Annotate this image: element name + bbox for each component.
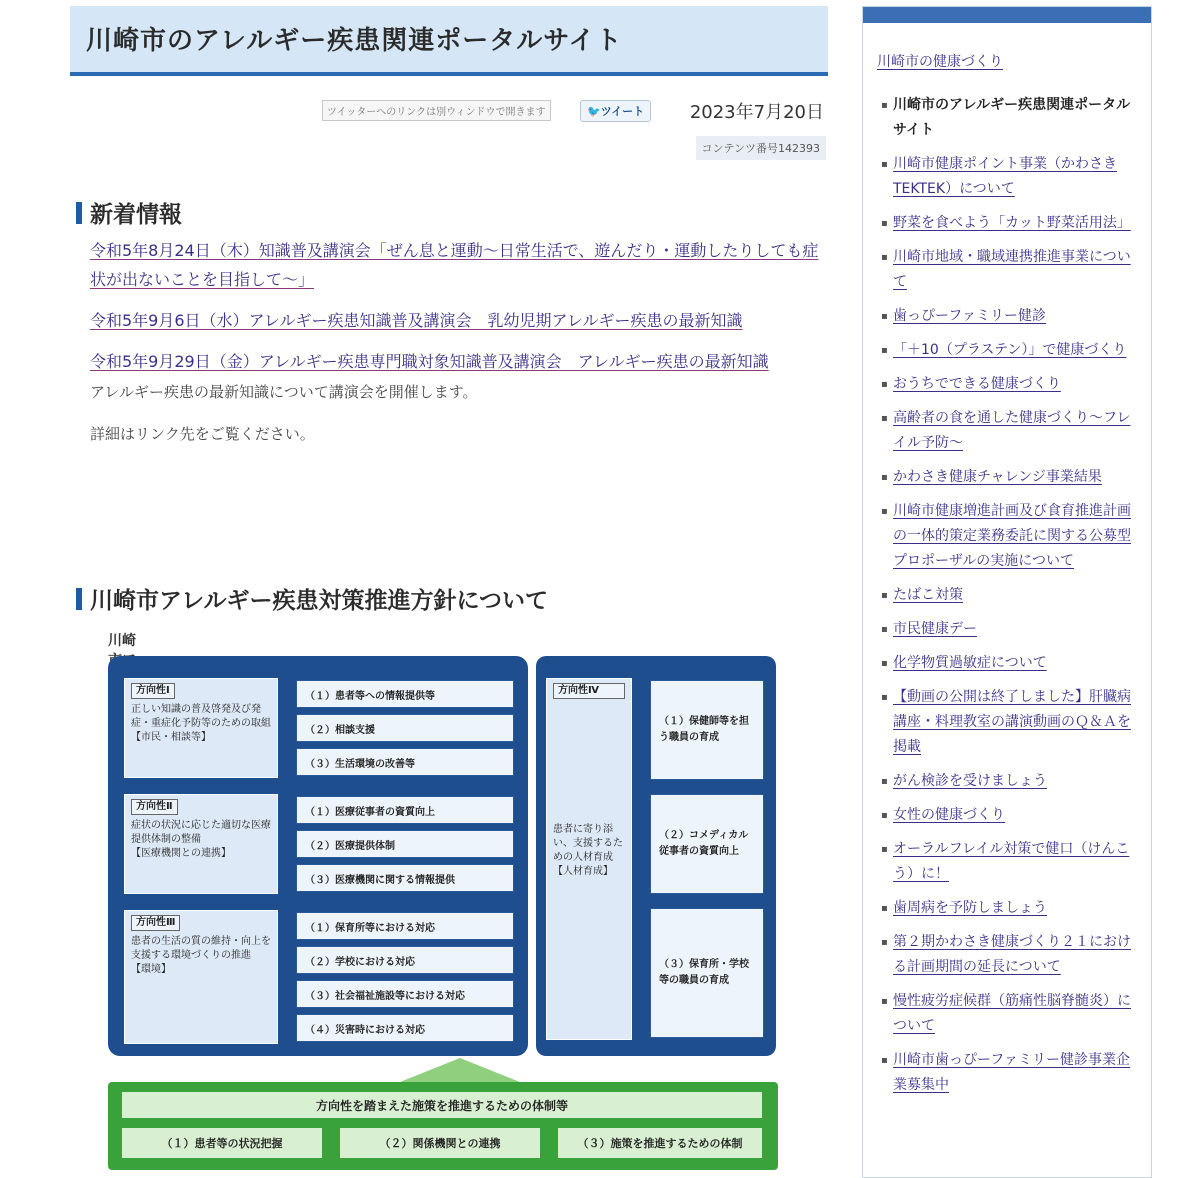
direction-3-text: 患者の生活の質の維持・向上を支援する環境づくりの推進 <box>131 936 271 961</box>
news-list <box>90 236 825 446</box>
sidebar-link[interactable]: 「＋10（プラステン）」で健康づくり <box>893 342 1127 358</box>
direction-2-item: （１）医療従事者の資質向上 <box>296 796 514 824</box>
arrow-up-icon <box>400 1058 520 1082</box>
direction-2-text: 症状の状況に応じた適切な医療提供体制の整備 <box>131 820 271 845</box>
sidebar-link[interactable]: 川崎市歯っぴーファミリー健診事業企業募集中 <box>893 1052 1131 1093</box>
sidebar-item[interactable] <box>881 406 1143 456</box>
diagram-left-frame <box>108 656 528 1056</box>
direction-4-item: （１）保健師等を担う職員の育成 <box>650 680 764 780</box>
direction-4-note: 【人材育成】 <box>553 866 613 877</box>
content-number: コンテンツ番号142393 <box>696 136 826 160</box>
direction-4-box <box>546 678 632 1040</box>
sidebar-item[interactable] <box>881 211 1143 236</box>
sidebar-link[interactable]: 【動画の公開は終了しました】肝臓病講座・料理教室の講演動画のＱ＆Ａを掲載 <box>893 689 1131 755</box>
sidebar-item-current: ▪ 川崎市のアレルギー疾患関連ポータルサイト <box>881 93 1143 143</box>
direction-1-item: （２）相談支援 <box>296 714 514 742</box>
sidebar-item[interactable] <box>881 245 1143 295</box>
direction-1-item: （１）患者等への情報提供等 <box>296 680 514 708</box>
sidebar-item[interactable] <box>881 499 1143 574</box>
sidebar-link[interactable]: 高齢者の食を通した健康づくり～フレイル予防～ <box>893 410 1131 451</box>
direction-4-label: 方向性Ⅳ <box>553 683 625 699</box>
framework-item: （３）施策を推進するための体制 <box>558 1128 762 1158</box>
sidebar-item[interactable] <box>881 837 1143 887</box>
sidebar-link[interactable]: 市民健康デー <box>893 621 977 637</box>
direction-2-label: 方向性Ⅱ <box>131 799 178 815</box>
sidebar-item[interactable] <box>881 803 1143 828</box>
framework-title: 方向性を踏まえた施策を推進するための体制等 <box>122 1092 762 1118</box>
sidebar-item[interactable] <box>881 896 1143 921</box>
news-link-3[interactable]: 令和5年9月29日（金）アレルギー疾患専門職対象知識普及講演会 アレルギー疾患の最新知識 <box>90 352 769 371</box>
sidebar-link[interactable]: 慢性疲労症候群（筋痛性脳脊髄炎）について <box>893 993 1131 1034</box>
direction-3-item: （４）災害時における対応 <box>296 1014 514 1042</box>
heading-bar-icon <box>76 588 82 610</box>
direction-4-item: （３）保育所・学校等の職員の育成 <box>650 908 764 1038</box>
sidebar-link[interactable]: かわさき健康チャレンジ事業結果 <box>893 469 1102 485</box>
news-item <box>90 236 825 294</box>
policy-heading <box>76 582 548 615</box>
sidebar-top-bar <box>863 7 1151 23</box>
direction-3-item: （２）学校における対応 <box>296 946 514 974</box>
twitter-note: ツイッターへのリンクは別ウィンドウで開きます <box>322 100 551 121</box>
direction-1-text: 正しい知識の普及啓発及び発症・重症化予防等のための取組 <box>131 704 271 729</box>
sidebar-item[interactable] <box>881 651 1143 676</box>
framework-item: （１）患者等の状況把握 <box>122 1128 322 1158</box>
sidebar-heading-link[interactable]: 川崎市の健康づくり <box>877 54 1003 70</box>
update-date: 2023年7月20日 <box>689 102 824 123</box>
sidebar-item[interactable] <box>881 152 1143 202</box>
direction-3-item: （３）社会福祉施設等における対応 <box>296 980 514 1008</box>
news-heading-text: 新着情報 <box>90 202 182 228</box>
diagram-title: 川崎 <box>108 633 136 649</box>
direction-1-item: （３）生活環境の改善等 <box>296 748 514 776</box>
direction-2-item: （２）医療提供体制 <box>296 830 514 858</box>
sidebar-item[interactable] <box>881 1048 1143 1098</box>
twitter-bird-icon: 🐦 <box>587 105 601 118</box>
tweet-label: ツイート <box>600 105 645 118</box>
direction-1-box <box>124 678 278 778</box>
tool-row <box>70 98 828 124</box>
news-link-2[interactable]: 令和5年9月6日（水）アレルギー疾患知識普及講演会 乳幼児期アレルギー疾患の最新知識 <box>90 311 743 330</box>
direction-2-note: 【医療機関との連携】 <box>131 848 231 859</box>
news-item <box>90 347 825 376</box>
policy-heading-text: 川崎市アレルギー疾患対策推進方針について <box>90 588 549 614</box>
sidebar-link[interactable]: おうちでできる健康づくり <box>893 376 1061 392</box>
sidebar-link[interactable]: 川崎市健康増進計画及び食育推進計画の一体的策定業務委託に関する公募型プロポーザルの実施について <box>893 503 1131 569</box>
sidebar-list <box>863 93 1143 1098</box>
direction-2-item: （３）医療機関に関する情報提供 <box>296 864 514 892</box>
direction-3-label: 方向性Ⅲ <box>131 915 180 931</box>
sidebar <box>862 6 1152 1178</box>
sidebar-link[interactable]: がん検診を受けましょう <box>893 773 1047 789</box>
sidebar-item[interactable] <box>881 930 1143 980</box>
sidebar-item[interactable] <box>881 304 1143 329</box>
news-description: アレルギー疾患の最新知識について講演会を開催します。 <box>90 383 478 401</box>
sidebar-item[interactable] <box>881 465 1143 490</box>
sidebar-item[interactable] <box>881 617 1143 642</box>
sidebar-link[interactable]: 歯っぴーファミリー健診 <box>893 308 1047 324</box>
direction-3-note: 【環境】 <box>131 964 171 975</box>
framework-item: （２）関係機関との連携 <box>340 1128 540 1158</box>
sidebar-link[interactable]: 化学物質過敏症について <box>893 655 1047 671</box>
news-item <box>90 306 825 335</box>
news-detail-note: 詳細はリンク先をご覧ください。 <box>90 425 315 443</box>
sidebar-link[interactable]: たばこ対策 <box>893 587 963 603</box>
diagram-right-frame <box>536 656 776 1056</box>
page-title: 川崎市のアレルギー疾患関連ポータルサイト <box>86 26 623 56</box>
sidebar-link[interactable]: 第２期かわさき健康づくり２１における計画期間の延長について <box>893 934 1131 975</box>
page-title-bar <box>70 6 828 76</box>
direction-4-item: （２）コメディカル従事者の資質向上 <box>650 794 764 894</box>
heading-bar-icon <box>76 202 82 224</box>
sidebar-link[interactable]: 女性の健康づくり <box>893 807 1005 823</box>
sidebar-link[interactable]: 歯周病を予防しましょう <box>893 900 1047 916</box>
direction-1-label: 方向性Ⅰ <box>131 683 175 699</box>
sidebar-link[interactable]: 川崎市健康ポイント事業（かわさきTEKTEK）について <box>893 156 1117 197</box>
news-heading <box>76 196 182 229</box>
sidebar-item[interactable] <box>881 338 1143 363</box>
framework-bar <box>108 1082 778 1170</box>
sidebar-item[interactable] <box>881 769 1143 794</box>
sidebar-link[interactable]: 川崎市地域・職域連携推進事業について <box>893 249 1131 290</box>
sidebar-item[interactable] <box>881 685 1143 760</box>
tweet-button[interactable] <box>580 100 651 122</box>
direction-2-box <box>124 794 278 894</box>
direction-3-box <box>124 910 278 1044</box>
sidebar-item[interactable] <box>881 372 1143 397</box>
sidebar-item[interactable] <box>881 583 1143 608</box>
sidebar-item[interactable] <box>881 989 1143 1039</box>
sidebar-link[interactable]: 野菜を食べよう「カット野菜活用法」 <box>893 215 1131 231</box>
sidebar-heading[interactable] <box>877 51 1151 71</box>
direction-3-item: （１）保育所等における対応 <box>296 912 514 940</box>
main-content <box>70 6 828 155</box>
direction-4-text: 患者に寄り添い、支援するための人材育成 <box>553 824 623 863</box>
news-link-1[interactable]: 令和5年8月24日（木）知識普及講演会「ぜん息と運動～日常生活で、遊んだり・運動したりしても症状が出ないことを目指して～」 <box>90 241 819 289</box>
sidebar-link[interactable]: オーラルフレイル対策で健口（けんこう）に！ <box>893 841 1130 882</box>
direction-1-note: 【市民・相談等】 <box>131 732 211 743</box>
